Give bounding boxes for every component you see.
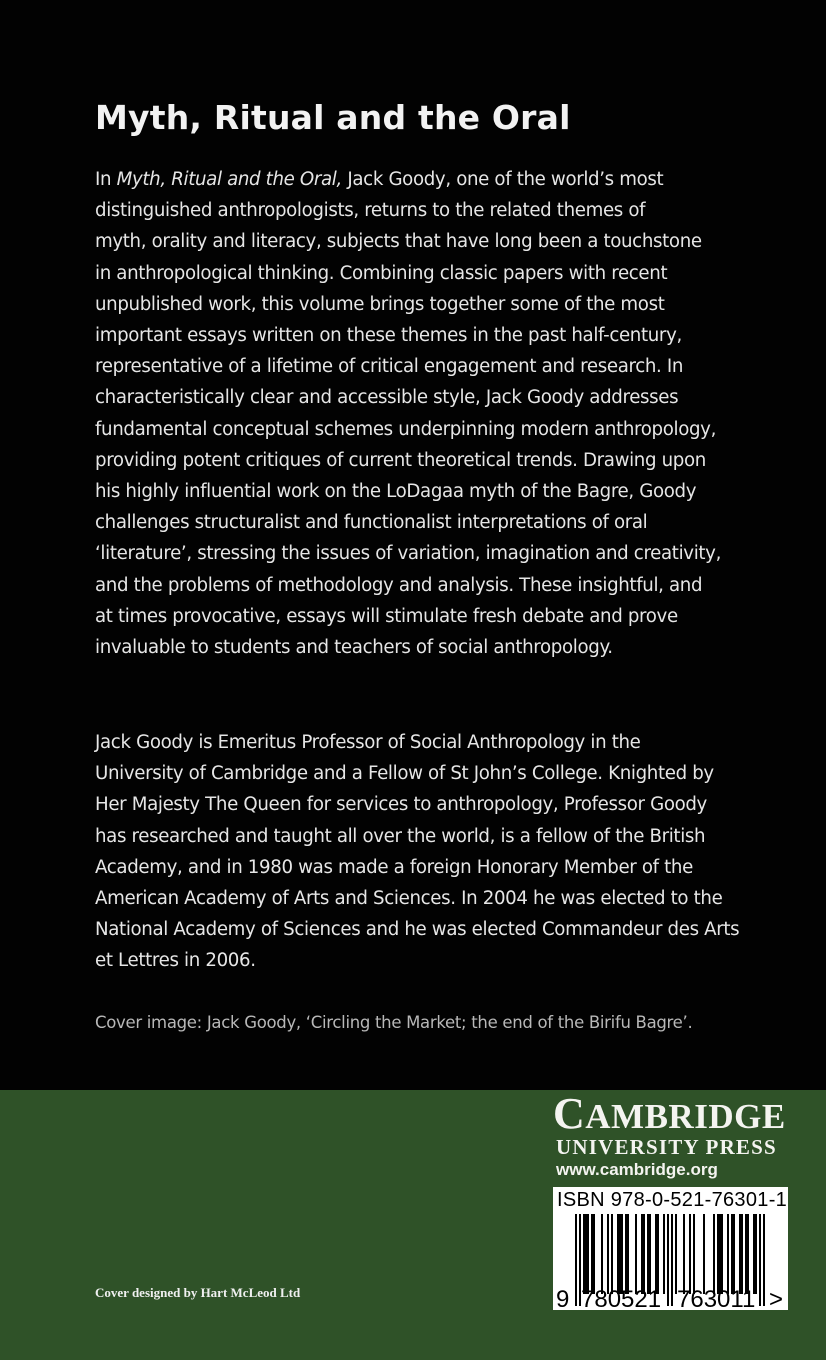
barcode-bar (675, 1214, 677, 1294)
text-line: in anthropological thinking. Combining classic papers with recent (95, 262, 668, 284)
barcode-bar (741, 1214, 743, 1294)
text-line: unpublished work, this volume brings together some of the most (95, 293, 665, 315)
text-line: distinguished anthropologists, returns to the related themes of (95, 200, 646, 222)
text-line: at times provocative, essays will stimulate fresh debate and prove (95, 605, 678, 627)
barcode-digits: > (769, 1286, 784, 1310)
barcode-bar (655, 1214, 657, 1294)
text-line: Her Majesty The Queen for services to anthropology, Professor Goody (95, 794, 707, 816)
barcode-bar (763, 1214, 765, 1306)
text-line: representative of a lifetime of critical engagement and research. In (95, 356, 684, 378)
barcode-bar (649, 1214, 651, 1294)
barcode-bar (753, 1214, 755, 1294)
barcode-digits: 780521 (581, 1286, 662, 1310)
barcode-bar (641, 1214, 643, 1294)
barcode-bar (671, 1214, 673, 1306)
barcode-bar (611, 1214, 613, 1294)
barcode-bar (619, 1214, 621, 1294)
barcode-bar (739, 1214, 741, 1294)
text-line: et Lettres in 2006. (95, 950, 256, 972)
barcode-bar (593, 1214, 595, 1294)
text-line (95, 164, 721, 195)
barcode-bar (717, 1214, 719, 1294)
barcode-bar (635, 1214, 637, 1294)
book-description (95, 164, 721, 663)
barcode-bar (721, 1214, 723, 1294)
barcode-bar (627, 1214, 629, 1294)
barcode-bar (575, 1214, 577, 1306)
barcode-bar (587, 1214, 589, 1294)
barcode-digits: 9 (556, 1286, 570, 1310)
barcode-bar (621, 1214, 623, 1294)
text-line: University of Cambridge and a Fellow of St John’s College. Knighted by (95, 763, 714, 785)
logo-rest: AMBRIDGE (585, 1097, 786, 1136)
barcode-bar (583, 1214, 585, 1294)
barcode-bar (731, 1214, 733, 1294)
text-line: National Academy of Sciences and he was elected Commandeur des Arts (95, 919, 740, 941)
barcode-bar (601, 1214, 603, 1294)
barcode-bar (719, 1214, 721, 1294)
barcode-bar (693, 1214, 695, 1294)
barcode-bar (689, 1214, 691, 1294)
barcode-bar (617, 1214, 619, 1294)
text-line: ‘literature’, stressing the issues of variation, imagination and creativity, (95, 543, 722, 565)
barcode-bar (591, 1214, 593, 1294)
text-line: invaluable to students and teachers of social anthropology. (95, 637, 613, 659)
barcode-bar (727, 1214, 729, 1294)
barcode-bar (607, 1214, 609, 1294)
text-pre: In (95, 169, 117, 190)
barcode-bar (667, 1214, 669, 1306)
designer-credit: Cover designed by Hart McLeod Ltd (95, 1285, 301, 1300)
barcode-bar (713, 1214, 715, 1294)
barcode-bar (759, 1214, 761, 1306)
text-line: his highly influential work on the LoDagaa myth of the Bagre, Goody (95, 481, 697, 503)
barcode-bar (657, 1214, 659, 1294)
barcode-digits: 763011 (677, 1286, 756, 1310)
barcode-bar (585, 1214, 587, 1294)
barcode-bar (647, 1214, 649, 1294)
book-title: Myth, Ritual and the Oral (95, 98, 571, 137)
text-post: Jack Goody, one of the world’s most (341, 169, 664, 190)
text-line: characteristically clear and accessible style, Jack Goody addresses (95, 387, 679, 409)
text-italic: Myth, Ritual and the Oral, (116, 169, 342, 190)
barcode-bar (625, 1214, 627, 1294)
barcode (553, 1187, 788, 1310)
logo-initial: C (553, 1089, 586, 1138)
publisher-url: www.cambridge.org (556, 1160, 718, 1179)
isbn-label: ISBN 978-0-521-76301-1 (557, 1189, 788, 1211)
text-line: American Academy of Arts and Sciences. In 2004 he was elected to the (95, 888, 723, 910)
cover-image-credit: Cover image: Jack Goody, ‘Circling the Market; the end of the Birifu Bagre’. (95, 1013, 693, 1032)
text-line: providing potent critiques of current theoretical trends. Drawing upon (95, 449, 706, 471)
text-line: challenges structuralist and functionalist interpretations of oral (95, 512, 648, 534)
publisher-subtitle: UNIVERSITY PRESS (556, 1135, 777, 1159)
text-line: Jack Goody is Emeritus Professor of Social Anthropology in the (95, 732, 641, 753)
text-line: fundamental conceptual schemes underpinning modern anthropology, (95, 418, 717, 440)
text-line: important essays written on these themes in the past half-century, (95, 325, 682, 347)
barcode-bar (703, 1214, 705, 1294)
barcode-bar (747, 1214, 749, 1294)
barcode-bars (553, 1187, 788, 1310)
text-line: myth, orality and literacy, subjects that have long been a touchstone (95, 231, 702, 253)
barcode-bar (683, 1214, 685, 1294)
barcode-bar (733, 1214, 735, 1294)
text-line: has researched and taught all over the world, is a fellow of the British (95, 825, 706, 847)
publisher-logo (553, 1089, 786, 1138)
barcode-bar (745, 1214, 747, 1294)
barcode-bar (643, 1214, 645, 1294)
text-line: and the problems of methodology and analysis. These insightful, and (95, 574, 703, 596)
author-bio (95, 727, 739, 977)
barcode-bar (755, 1214, 757, 1294)
text-line: Academy, and in 1980 was made a foreign Honorary Member of the (95, 856, 693, 878)
barcode-bar (663, 1214, 665, 1294)
